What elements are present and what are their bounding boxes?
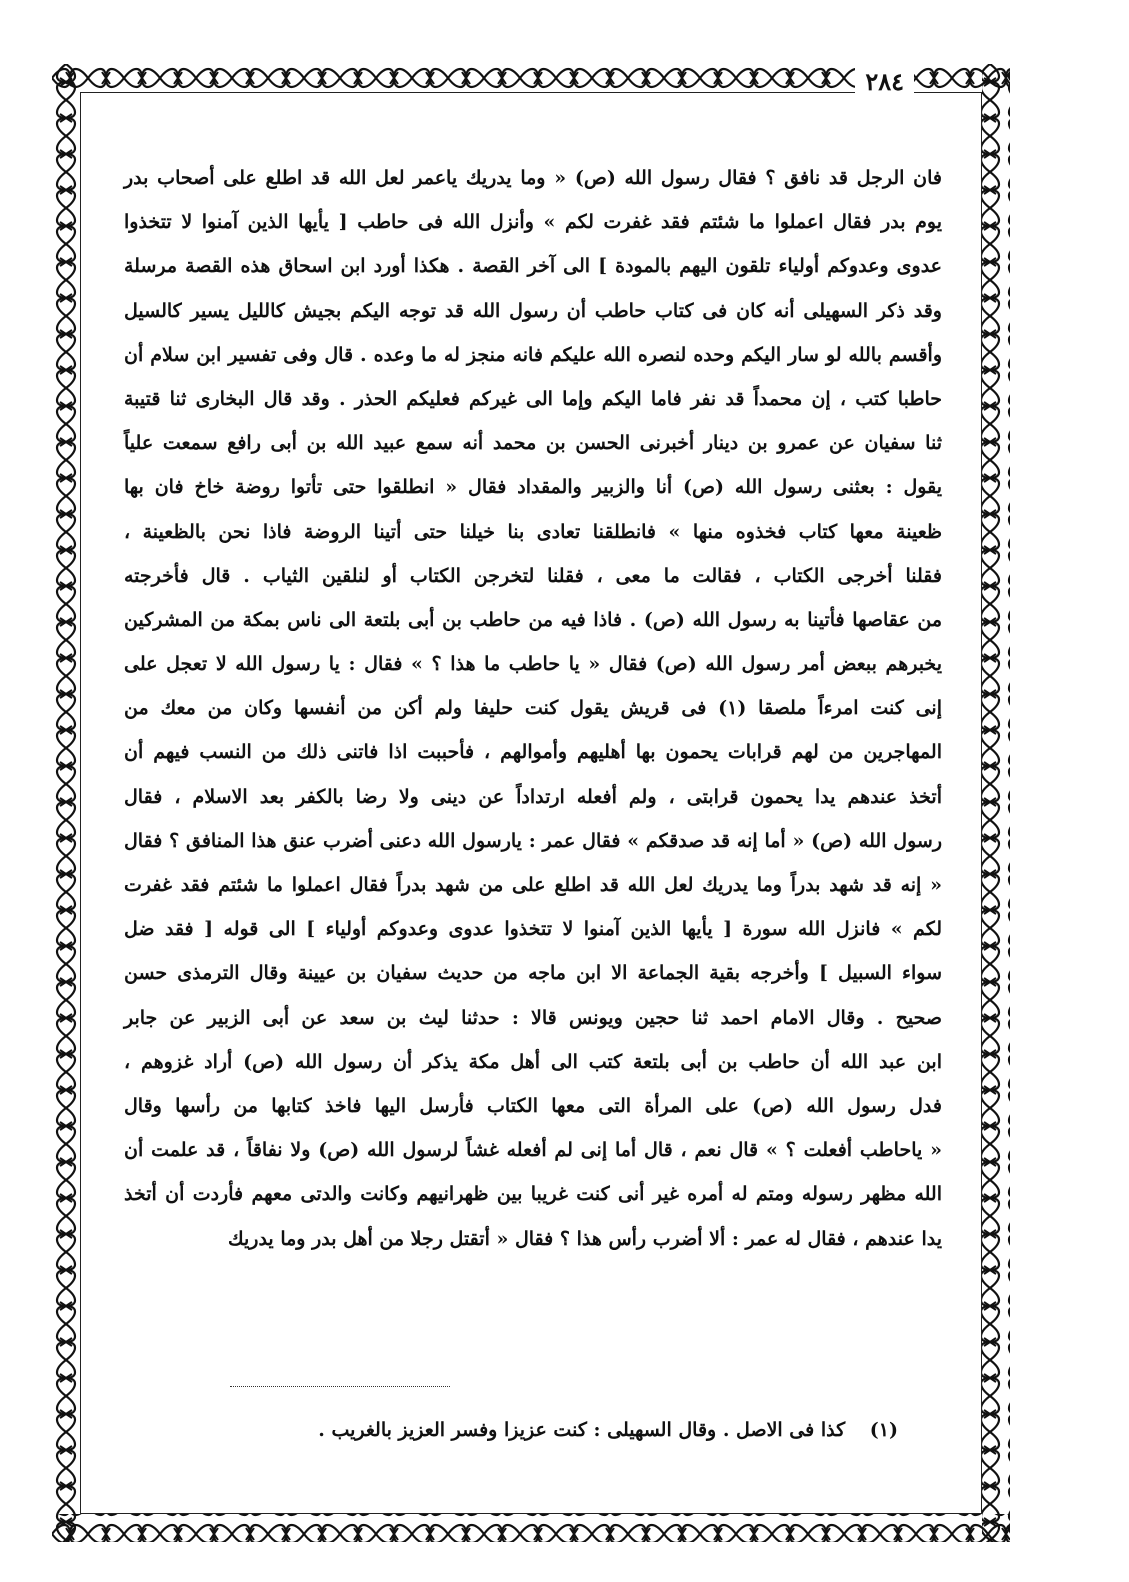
text-line: يقول : بعثنى رسول الله (ص) أنا والزبير والمقداد فقال « انطلقوا حتى تأتوا روضة خاخ فان بها <box>124 476 942 499</box>
text-line: « إنه قد شهد بدراً وما يدريك لعل الله قد اطلع على من شهد بدراً فقال اعملوا ما شئتم فقد غفرت <box>124 874 942 896</box>
text-line: لكم » فانزل الله سورة [ يأيها الذين آمنوا لا تتخذوا عدوى وعدوكم أولياء ] الى قوله [ فقد ضل <box>124 918 942 941</box>
footnote-divider <box>230 1386 450 1387</box>
text-line: ابن عبد الله أن حاطب بن أبى بلتعة كتب الى أهل مكة يذكر أن رسول الله (ص) أراد غزوهم ، <box>124 1050 942 1073</box>
text-line: وأقسم بالله لو سار اليكم وحده لنصره الله عليكم فانه منجز له ما وعده . قال وفى تفسير ابن سلام أن <box>124 343 942 366</box>
page-number: ٢٨٤ <box>855 64 914 100</box>
text-line: إنى كنت امرءاً ملصقا (١) فى قريش يقول كنت حليفا ولم أكن من أنفسها وكان من معك من <box>124 697 942 720</box>
text-line: سواء السبيل ] وأخرجه بقية الجماعة الا ابن ماجه من حديث سفيان بن عيينة وقال الترمذى حسن <box>124 962 942 985</box>
text-line: الله مظهر رسوله ومتم له أمره غير أنى كنت غريبا بين ظهرانيهم وكانت والدتى معهم فأردت أن أتخذ <box>124 1183 942 1206</box>
text-line: صحيح . وقال الامام احمد ثنا حجين ويونس قالا : حدثنا ليث بن سعد عن أبى الزبير عن جابر <box>124 1006 942 1029</box>
text-line: أتخذ عندهم يدا يحمون قرابتى ، ولم أفعله ارتداداً عن دينى ولا رضا بالكفر بعد الاسلام ، فقال <box>124 785 942 808</box>
text-line: ثنا سفيان عن عمرو بن دينار أخبرنى الحسن بن محمد أنه سمع عبيد الله بن أبى رافع سمعت علياً <box>124 432 942 455</box>
text-line: فان الرجل قد نافق ؟ فقال رسول الله (ص) « وما يدريك ياعمر لعل الله قد اطلع على أصحاب بدر <box>124 167 942 189</box>
text-line: ظعينة معها كتاب فخذوه منها » فانطلقنا تعادى بنا خيلنا حتى أتينا الروضة فاذا نحن بالظعينة ، <box>124 520 942 543</box>
text-line: فدل رسول الله (ص) على المرأة التى معها الكتاب فأرسل اليها فاخذ كتابها من رأسها وقال <box>124 1094 942 1117</box>
text-line: يدا عندهم ، فقال له عمر : ألا أضرب رأس هذا ؟ فقال « أتقتل رجلا من أهل بدر وما يدريك <box>227 1227 942 1250</box>
text-line: « ياحاطب أفعلت ؟ » قال نعم ، قال أما إنى لم أفعله غشاً لرسول الله (ص) ولا نفاقاً ، قد علمت أن <box>124 1139 942 1162</box>
text-line: المهاجرين من لهم قرابات يحمون بها أهليهم وأموالهم ، فأحببت اذا فاتنى ذلك من النسب فيهم أن <box>124 741 942 764</box>
body-text <box>124 156 942 1261</box>
text-line: يوم بدر فقال اعملوا ما شئتم فقد غفرت لكم » وأنزل الله فى حاطب [ يأيها الذين آمنوا لا تتخذوا <box>124 211 942 234</box>
text-line: فقلنا أخرجى الكتاب ، فقالت ما معى ، فقلنا لتخرجن الكتاب أو لنلقين الثياب . قال فأخرجته <box>124 564 942 587</box>
text-line: حاطبا كتب ، إن محمداً قد نفر فاما اليكم وإما الى غيركم فعليكم الحذر . وقد قال البخارى ثنا قتيبة <box>124 387 942 410</box>
text-line: وقد ذكر السهيلى أنه كان فى كتاب حاطب أن رسول الله قد توجه اليكم بجيش كالليل يسير كالسيل <box>124 299 942 322</box>
text-line: عدوى وعدوكم أولياء تلقون اليهم بالمودة ] الى آخر القصة . هكذا أورد ابن اسحاق هذه القصة مرسلة <box>124 255 942 278</box>
text-line: يخبرهم ببعض أمر رسول الله (ص) فقال « يا حاطب ما هذا ؟ » فقال : يا رسول الله لا تعجل على <box>124 653 942 676</box>
footnote-text: كذا فى الاصل . وقال السهيلى : كنت عزيزا وفسر العزيز بالغريب . <box>318 1419 846 1441</box>
footnote-marker: (١) <box>869 1419 898 1441</box>
text-line: من عقاصها فأتينا به رسول الله (ص) . فاذا فيه من حاطب بن أبى بلتعة الى ناس بمكة من المشركين <box>124 608 942 631</box>
text-line: رسول الله (ص) « أما إنه قد صدقكم » فقال عمر : يارسول الله دعنى أضرب عنق هذا المنافق ؟ فقال <box>124 829 942 852</box>
footnote <box>258 1410 898 1450</box>
page-frame <box>52 64 1010 1542</box>
